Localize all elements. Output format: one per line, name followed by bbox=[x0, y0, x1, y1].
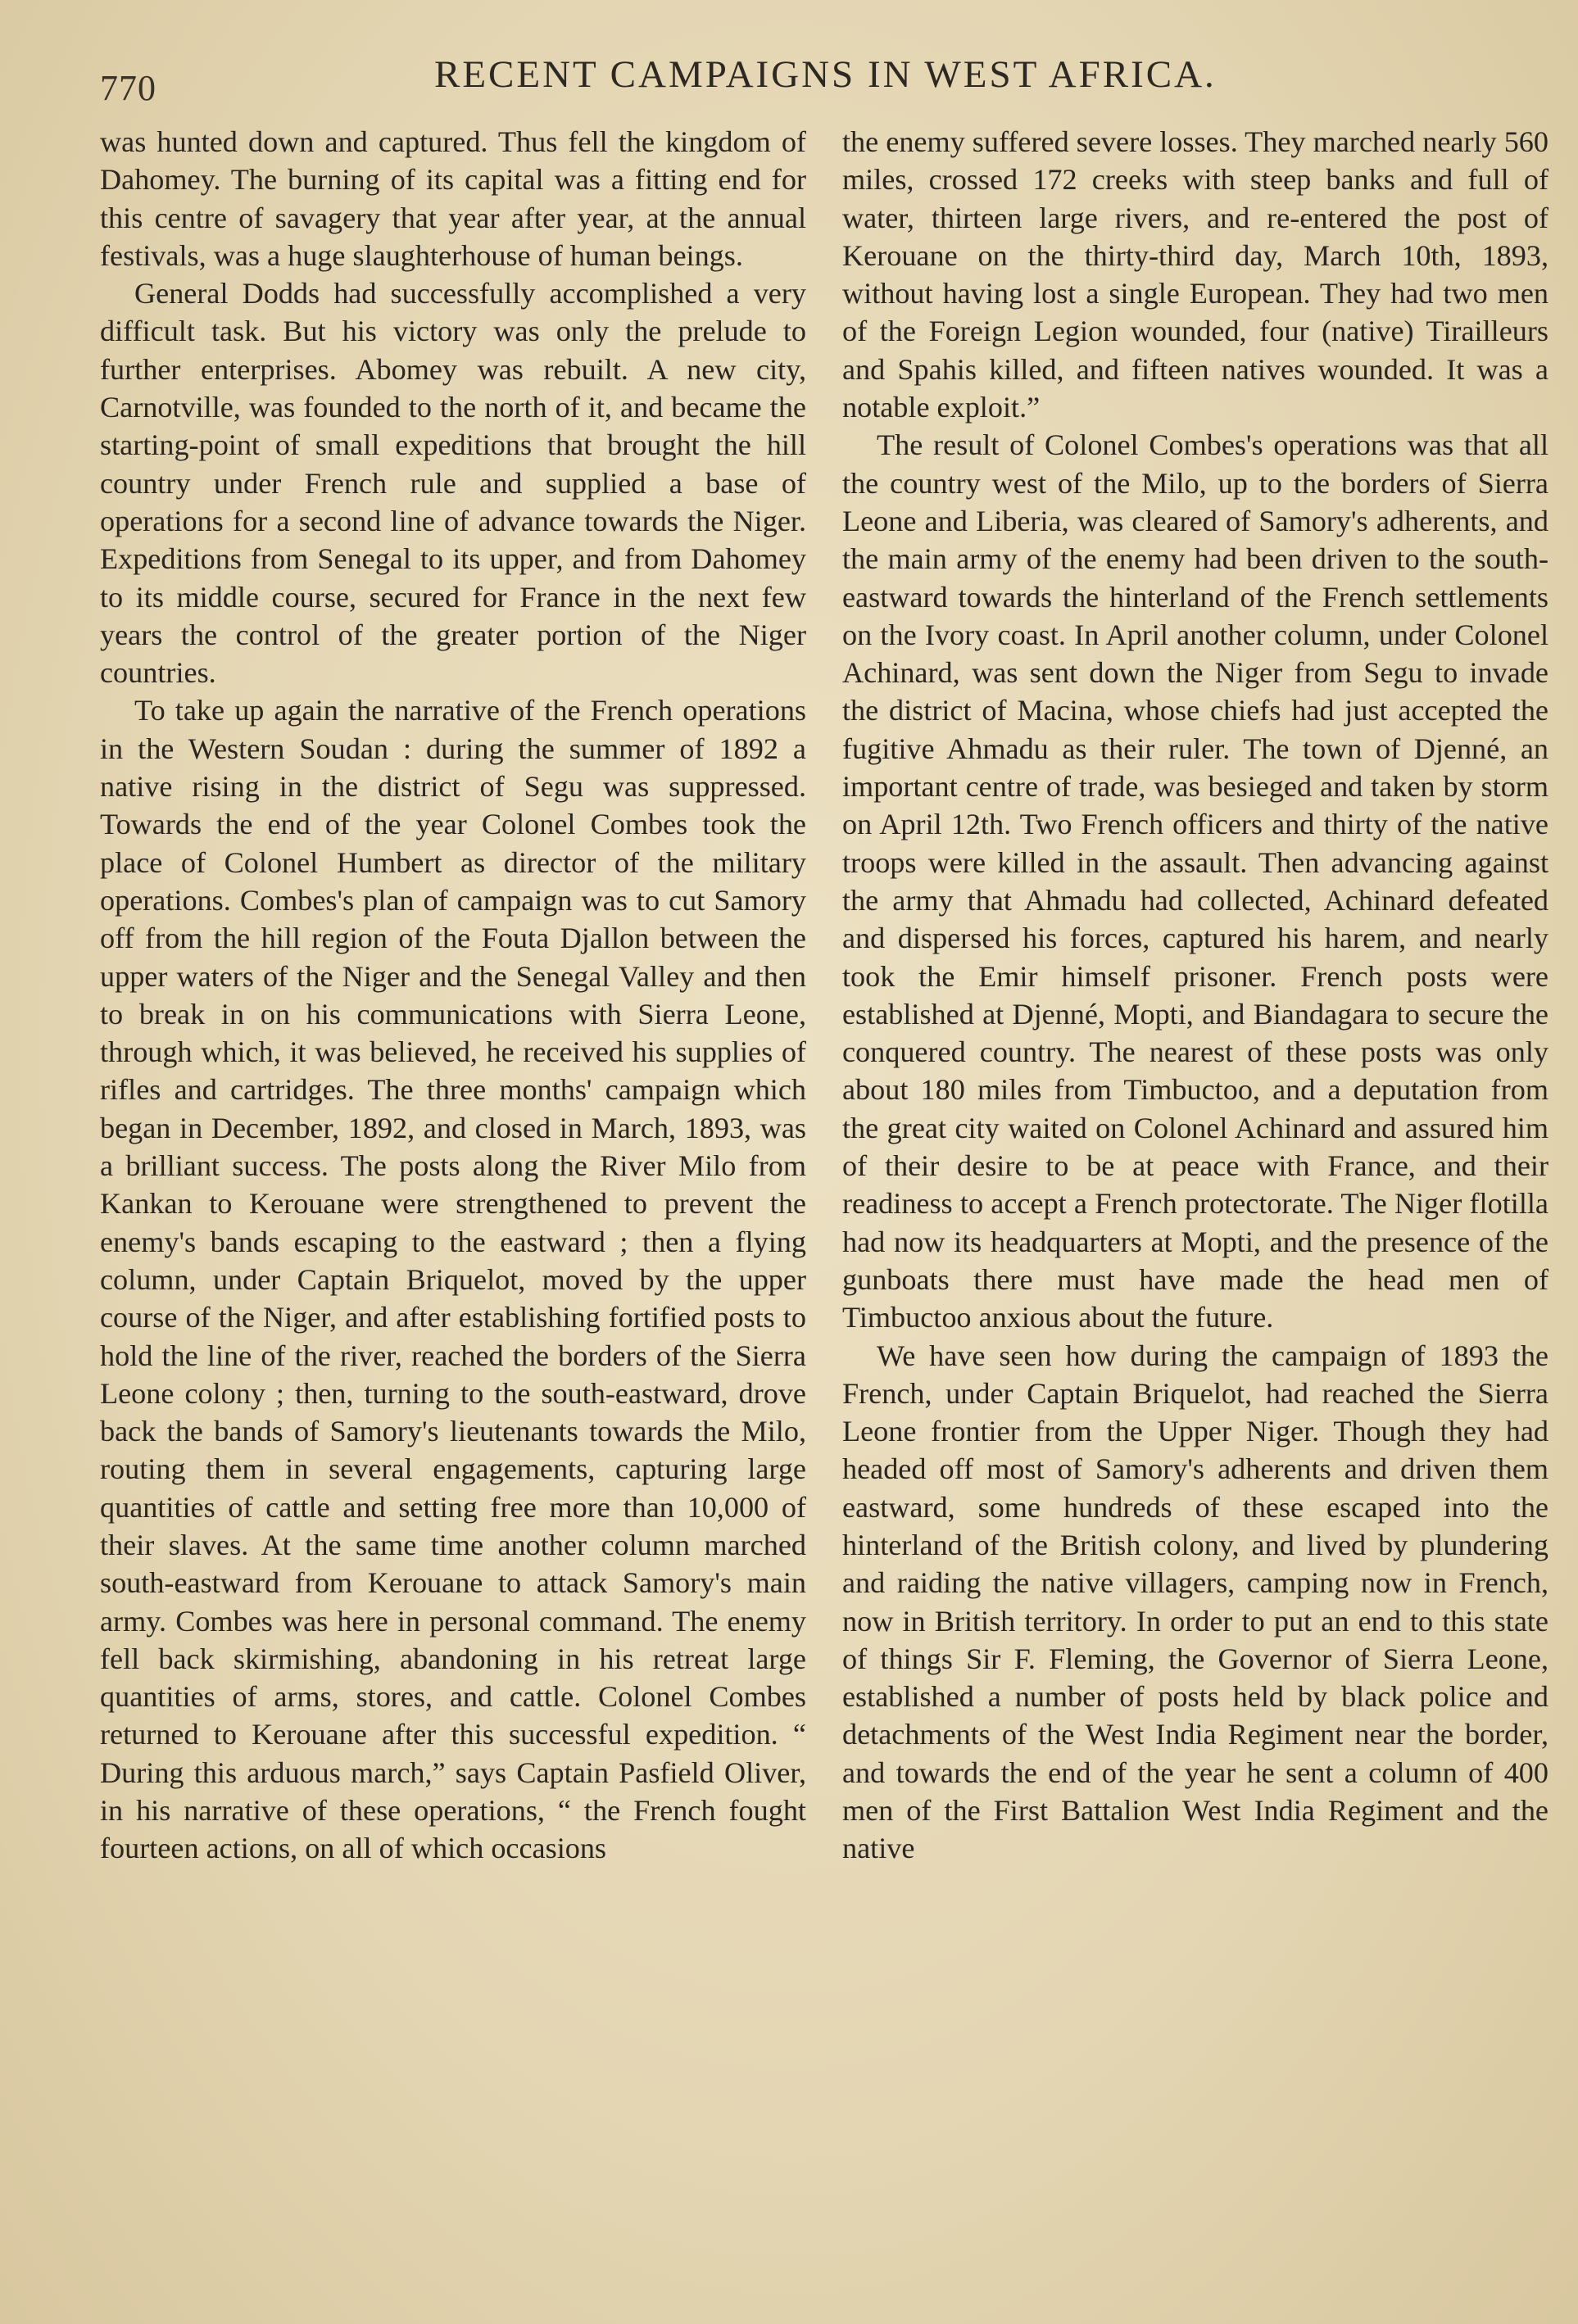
paragraph: the enemy suffered severe losses. They marched nearly 560 miles, crossed 172 creeks with steep banks and full of water, thirteen large rivers, and re-entered the post of Kerouane on the thirty-third day, March 10th, 1893, without having lost a single European. They had two men of the Foreign Legion wounded, four (native) Tirailleurs and Spahis killed, and fifteen natives wounded. It was a notable exploit.” bbox=[842, 125, 1549, 424]
left-column bbox=[100, 123, 806, 1868]
right-column bbox=[842, 123, 1549, 1868]
paragraph: We have seen how during the campaign of 1893 the French, under Captain Briquelot, had reached the Sierra Leone frontier from the Upper Niger. Though they had headed off most of Samory's adherents and driven them eastward, some hundreds of these escaped into the hinterland of the British colony, and lived by plundering and raiding the native villagers, camping now in French, now in British territory. In order to put an end to this state of things Sir F. Fleming, the Governor of Sierra Leone, established a number of posts held by black police and detachments of the West India Regiment near the border, and towards the end of the year he sent a column of 400 men of the First Battalion West India Regiment and the native bbox=[842, 1339, 1549, 1865]
paragraph: The result of Colonel Combes's operations was that all the country west of the Milo, up to the borders of Sierra Leone and Liberia, was cleared of Samory's adherents, and the main army of the enemy had been driven to the south-eastward towards the hinterland of the French settlements on the Ivory coast. In April another column, under Colonel Achinard, was sent down the Niger from Segu to invade the district of Macina, whose chiefs had just accepted the fugitive Ahmadu as their ruler. The town of Djenné, an important centre of trade, was besieged and taken by storm on April 12th. Two French officers and thirty of the native troops were killed in the assault. Then advancing against the army that Ahmadu had collected, Achinard defeated and dispersed his forces, captured his harem, and nearly took the Emir himself prisoner. French posts were established at Djenné, Mopti, and Biandagara to secure the conquered country. The nearest of these posts was only about 180 miles from Timbuctoo, and a deputation from the great city waited on Colonel Achinard and assured him of their desire to be at peace with France, and their readiness to accept a French protectorate. The Niger flotilla had now its headquarters at Mopti, and the presence of the gunboats there must have made the head men of Timbuctoo anxious about the future. bbox=[842, 428, 1549, 1334]
paragraph: To take up again the narrative of the French operations in the Western Soudan : during the summer of 1892 a native rising in the district of Segu was suppressed. Towards the end of the year Colonel Combes took the place of Colonel Humbert as director of the military operations. Combes's plan of campaign was to cut Samory off from the hill region of the Fouta Djallon between the upper waters of the Niger and the Senegal Valley and then to break in on his communications with Sierra Leone, through which, it was believed, he received his supplies of rifles and cartridges. The three months' campaign which began in December, 1892, and closed in March, 1893, was a brilliant success. The posts along the River Milo from Kankan to Kerouane were strengthened to prevent the enemy's bands escaping to the eastward ; then a flying column, under Captain Briquelot, moved by the upper course of the Niger, and after establishing fortified posts to hold the line of the river, reached the borders of the Sierra Leone colony ; then, turning to the south-eastward, drove back the bands of Samory's lieutenants towards the Milo, routing them in several engagements, capturing large quantities of cattle and setting free more than 10,000 of their slaves. At the same time another column marched south-eastward from Kerouane to attack Samory's main army. Combes was here in personal command. The enemy fell back skirmishing, abandoning in his retreat large quantities of arms, stores, and cattle. Colonel Combes returned to Kerouane after this successful expedition. “ During this arduous march,” says Captain Pasfield Oliver, in his narrative of these operations, “ the French fought fourteen actions, on all of which occasions bbox=[100, 694, 806, 1865]
page-number: 770 bbox=[100, 68, 156, 108]
paragraph: General Dodds had successfully accomplished a very difficult task. But his victory was only the prelude to further enterprises. Abomey was rebuilt. A new city, Carnotville, was founded to the north of it, and became the starting-point of small expeditions that brought the hill country under French rule and supplied a base of operations for a second line of advance towards the Niger. Expeditions from Senegal to its upper, and from Dahomey to its middle course, secured for France in the next few years the control of the greater portion of the Niger countries. bbox=[100, 277, 806, 690]
running-head: RECENT CAMPAIGNS IN WEST AFRICA. bbox=[434, 53, 1217, 96]
paragraph: was hunted down and captured. Thus fell the kingdom of Dahomey. The burning of its capital was a fitting end for this centre of savagery that year after year, at the annual festivals, was a huge slaughterhouse of human beings. bbox=[100, 125, 806, 272]
